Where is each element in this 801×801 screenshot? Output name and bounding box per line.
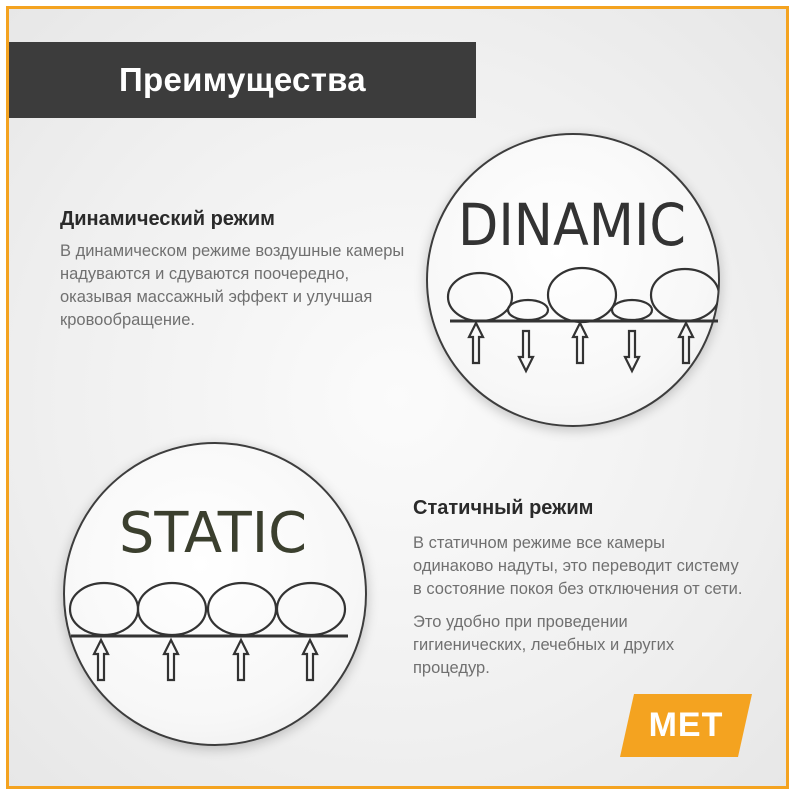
air-chamber-inflated — [138, 583, 206, 635]
up-arrow-icon — [234, 640, 248, 680]
air-chamber-deflated — [508, 300, 548, 320]
dynamic-diagram — [426, 133, 720, 427]
up-arrow-icon — [679, 323, 693, 363]
static-paragraph-1: В статичном режиме все камеры одинаково надуты, это переводит систему в состояние покоя без отключения от сети. — [413, 534, 743, 598]
up-arrow-icon — [164, 640, 178, 680]
static-heading: Статичный режим — [413, 497, 594, 519]
air-chamber-inflated — [208, 583, 276, 635]
static-description — [413, 532, 743, 690]
dynamic-description — [60, 240, 405, 342]
down-arrow-icon — [519, 331, 533, 371]
air-chamber-inflated — [277, 583, 345, 635]
static-paragraph-2: Это удобно при проведении гигиенических, лечебных и других процедур. — [413, 613, 675, 677]
air-chamber-inflated — [70, 583, 138, 635]
dynamic-description-text: В динамическом режиме воздушные камеры надуваются и сдуваются поочередно, оказывая массажный эффект и улучшая кровообращение. — [60, 242, 405, 329]
dynamic-heading: Динамический режим — [60, 208, 275, 230]
static-diagram-label: STATIC — [119, 501, 307, 566]
up-arrow-icon — [573, 323, 587, 363]
static-diagram — [63, 442, 367, 746]
air-chamber-inflated — [651, 269, 718, 321]
up-arrow-icon — [303, 640, 317, 680]
dynamic-diagram-label: DINAMIC — [458, 191, 686, 259]
title-bar — [9, 42, 476, 118]
down-arrow-icon — [625, 331, 639, 371]
logo-text: MET — [648, 706, 724, 744]
met-logo — [620, 694, 752, 757]
air-chamber-inflated — [548, 268, 616, 322]
page-title: Преимущества — [119, 61, 366, 98]
air-chamber-inflated — [448, 273, 512, 321]
air-chamber-deflated — [612, 300, 652, 320]
up-arrow-icon — [94, 640, 108, 680]
up-arrow-icon — [469, 323, 483, 363]
